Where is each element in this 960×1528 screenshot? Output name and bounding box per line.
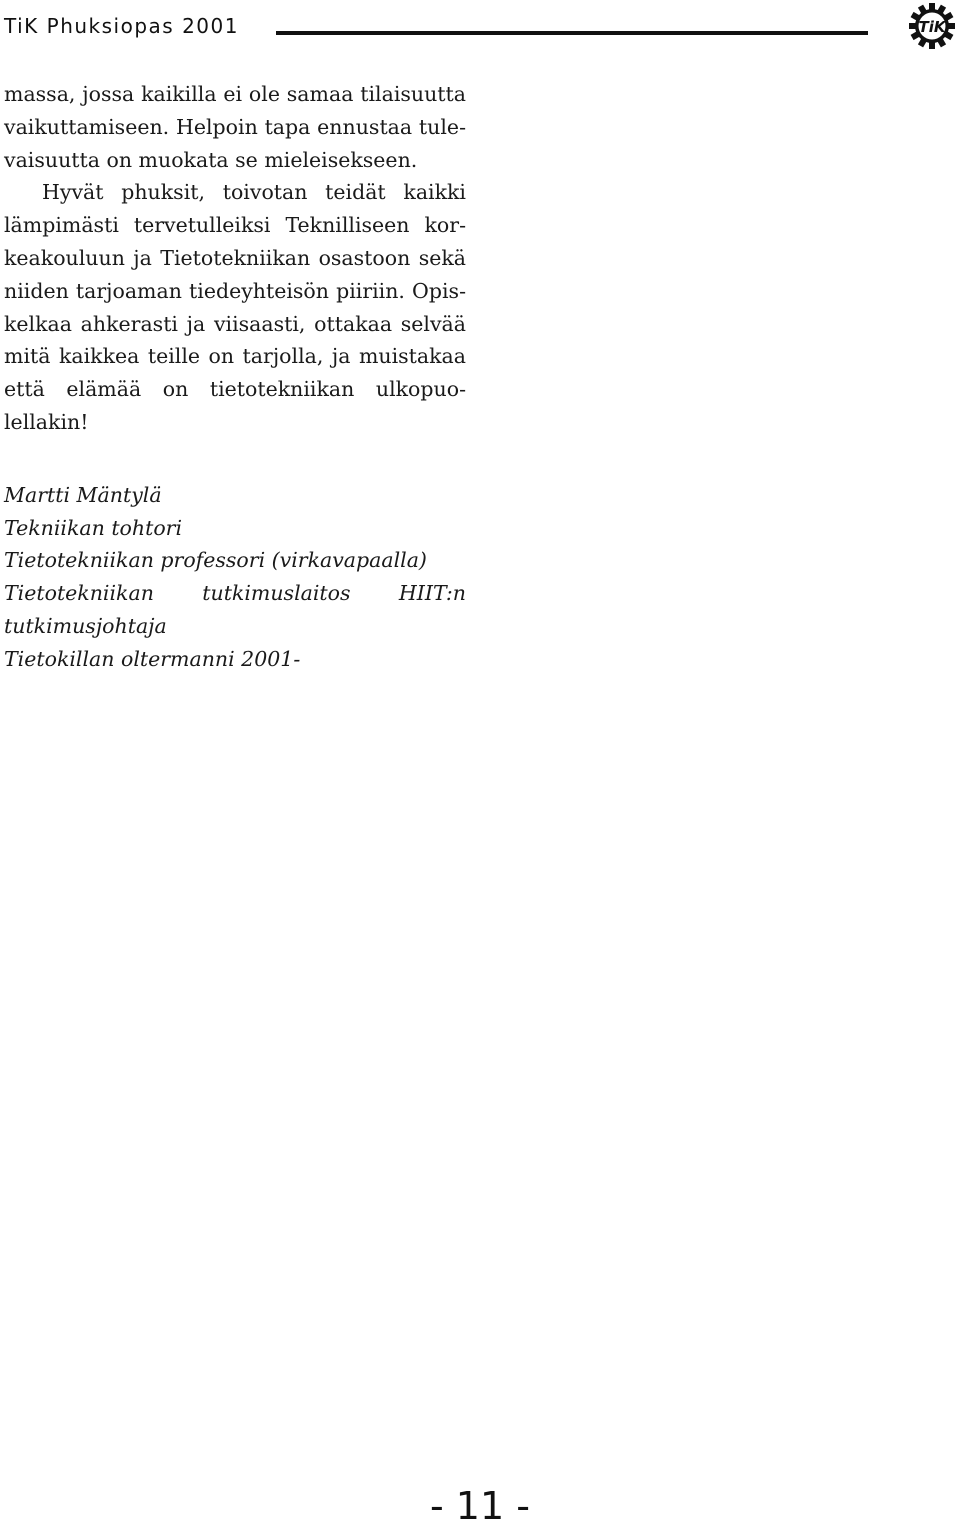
signature-block <box>4 479 466 676</box>
signature-title-3b: tutkimusjohtaja <box>4 613 167 638</box>
signature-name: Martti Mäntylä <box>4 482 162 507</box>
body-paragraph-1: massa, jossa kaikilla ei ole samaa tilaisuutta vaikuttamiseen. Helpoin tapa ennustaa tulevaisuutta on muokata se mieleisekseen. <box>4 82 466 172</box>
signature-title-4: Tietokillan oltermanni 2001- <box>4 646 301 671</box>
logo-text: TiK <box>918 18 946 36</box>
signature-title-3a: Tietotekniikan tutkimuslaitos HIIT:n <box>4 581 466 606</box>
header-title: TiK Phuksiopas 2001 <box>4 14 239 38</box>
header-rule <box>276 31 868 35</box>
signature-title-1: Tekniikan tohtori <box>4 515 183 540</box>
gear-logo-icon <box>906 2 958 50</box>
signature-title-2: Tietotekniikan professori (virkavapaalla) <box>4 548 427 573</box>
article-column <box>4 78 466 676</box>
page-number: - 11 - <box>430 1484 530 1528</box>
body-paragraph-2: Hyvät phuksit, toivotan teidät kaikki lämpimästi tervetulleiksi Teknilliseen korkeakouluun ja Tietotekniikan osastoon sekä niiden tarjoaman tiedeyhteisön piiriin. Opiskelkaa ahkerasti ja viisaasti, ottakaa selvää mitä kaikkea teille on tarjolla, ja muistakaa että elämää on tietotekniikan ulkopuolellakin! <box>4 180 466 434</box>
